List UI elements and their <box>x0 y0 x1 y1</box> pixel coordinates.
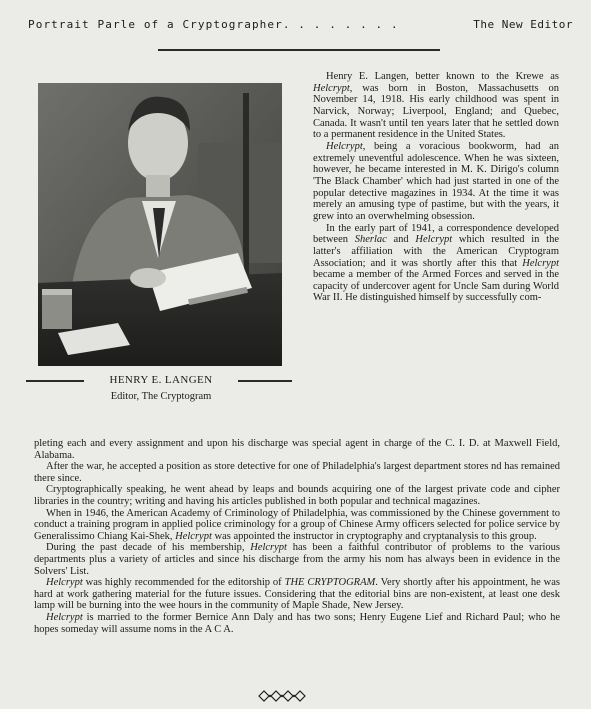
header-title: Portrait Parle of a Cryptographer <box>28 18 283 31</box>
paragraph: Henry E. Langen, better known to the Krewe as Helcrypt, was born in Boston, Massachusetts on November 14, 1918. His early childhood was spent in Narvick, Norway; Liverpool, England; and Quebec, Canada. It wasn't until ten years later that he settled down to a permanent residence in the United States. <box>313 71 559 141</box>
ornament-divider <box>258 690 308 702</box>
paragraph: Cryptographically speaking, he went ahead by leaps and bounds acquiring one of the largest private code and cipher libraries in the country; writing and having his articles published in both popular and technical magazines. <box>34 484 560 507</box>
header-dots: . . . . . . . . <box>282 18 399 31</box>
paragraph: When in 1946, the American Academy of Criminology of Philadelphia, was commissioned by the Chinese government to conduct a training program in applied police criminology for a group of Chinese Army officers selected for police service by Generalissimo Chiang Kai-Shek, Helcrypt was appointed the instructor in cryptography and cryptanalysis to this group. <box>34 507 560 542</box>
page-header <box>28 18 573 31</box>
body-text <box>34 438 560 635</box>
paragraph: Helcrypt is married to the former Bernice Ann Daly and has two sons; Henry Eugene Lief and Richard Paul; who he hopes someday will assume noms in the A C A. <box>34 611 560 635</box>
caption-name: HENRY E. LANGEN <box>109 374 213 386</box>
paragraph: In the early part of 1941, a correspondence developed between Sherlac and Helcrypt which resulted in the latter's affiliation with the American Cryptogram Association; and it was shortly after this that Helcrypt became a member of the Armed Forces and served in the capacity of undercover agent for Uncle Sam during World War II. He distinguished himself by successfully com- <box>313 222 559 304</box>
paragraph: pleting each and every assignment and upon his discharge was special agent in charge of the C. I. D. at Maxwell Field, Alabama. <box>34 438 560 461</box>
paragraph: After the war, he accepted a position as store detective for one of Philadelphia's largest department stores nd has remained there since. <box>34 461 560 484</box>
caption-rule-right <box>238 380 292 382</box>
portrait-photo <box>38 83 282 366</box>
right-column-text <box>313 71 559 304</box>
header-author: The New Editor <box>473 18 573 31</box>
paragraph: Helcrypt, being a voracious bookworm, had an extremely uneventful adolescence. When he was sixteen, however, he became interested in M. K. Dirigo's column 'The Black Chamber' which had just started in one of the popular detective magazines in 1934. At the time it was merely an amusing type of pastime, but with the years, it grew into an overwhelming obsession. <box>313 140 559 222</box>
caption-rule-left <box>26 380 84 382</box>
paragraph: Helcrypt was highly recommended for the editorship of THE CRYPTOGRAM. Very shortly after his appointment, he was hard at work gathering material for the future issues. Considering that the editorial bins are non-existent, at least one desk lamp will be burning into the wee hours in the community of Maple Shade, New Jersey. <box>34 577 560 612</box>
paragraph: During the past decade of his membership, Helcrypt has been a faithful contributor of problems to the various departments plus a variety of articles and since his discharge from the army his nom has always been in evidence in the Solvers' List. <box>34 542 560 577</box>
caption-role: Editor, The Cryptogram <box>110 391 212 402</box>
header-rule <box>158 49 440 51</box>
